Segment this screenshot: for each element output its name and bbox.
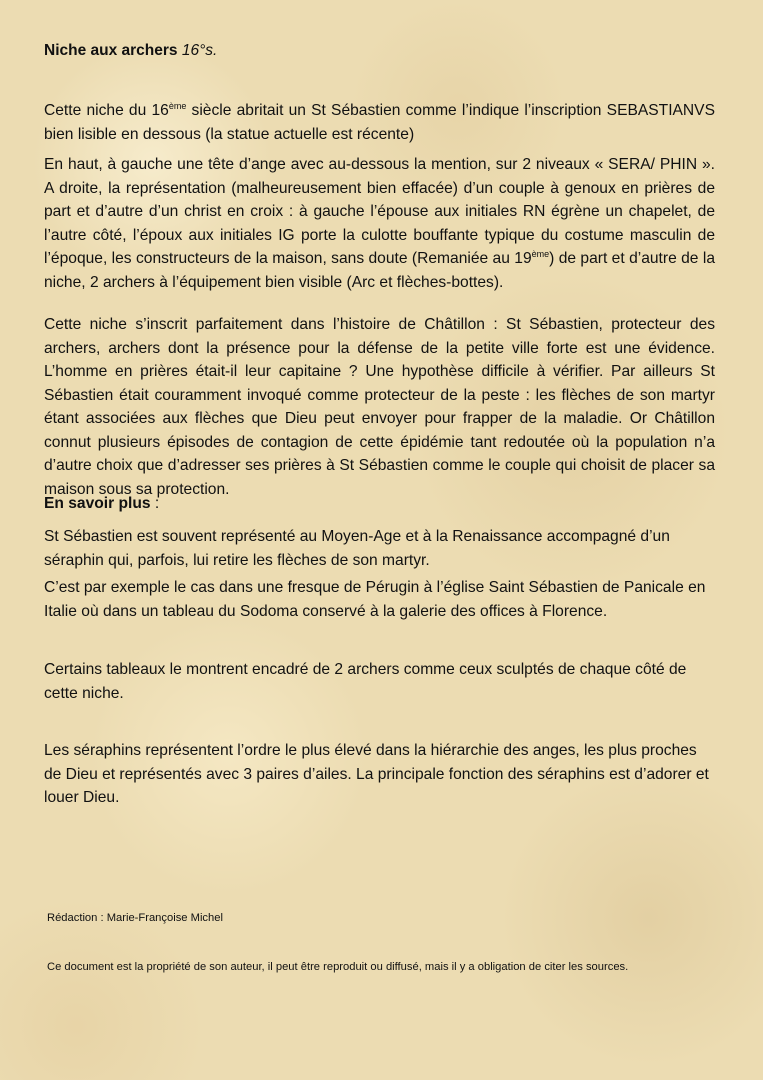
paragraph-intro-text-a: Cette niche du 16 (44, 102, 169, 119)
page-title (44, 42, 217, 60)
more-label: En savoir plus (44, 495, 151, 512)
superscript: ème (168, 101, 187, 111)
paragraph-seraphins: Les séraphins représentent l’ordre le plus élevé dans la hiérarchie des anges, les plus proches de Dieu et représentés avec 3 paires d’ailes. La principale fonction des séraphins est d’adorer et louer Dieu. (44, 742, 709, 806)
paragraph-seraphin: St Sébastien est souvent représenté au Moyen-Age et à la Renaissance accompagné d’un séraphin qui, parfois, lui retire les flèches de son martyr. (44, 528, 670, 569)
paragraph-description-text-b: ) de part et d’autre de la niche, 2 archers à l’équipement bien visible (Arc et flèches-bottes). (44, 250, 715, 291)
paragraph-description (44, 153, 715, 294)
title-main: Niche aux archers (44, 42, 178, 59)
copyright-notice: Ce document est la propriété de son auteur, il peut être reproduit ou diffusé, mais il y a obligation de citer les sources. (47, 961, 629, 973)
title-century: 16°s. (181, 42, 218, 59)
paragraph-archers: Certains tableaux le montrent encadré de 2 archers comme ceux sculptés de chaque côté de cette niche. (44, 661, 687, 702)
paragraph-history: Cette niche s’inscrit parfaitement dans l’histoire de Châtillon : St Sébastien, protecteur des archers, archers dont la présence pour la défense de la petite ville forte est une évidence. L’homme en prières était-il leur capitaine ? Une hypothèse difficile à vérifier. Par ailleurs St Sébastien était couramment invoqué comme protecteur de la peste : les flèches de son martyr étant associées aux flèches que Dieu peut envoyer pour frapper de la maladie. Or Châtillon connut plusieurs épisodes de contagion de cette épidémie tant redoutée où la population n’a d’autre choix que d’adresser ses prières à St Sébastien comme le couple qui choisit de placer sa maison sous sa protection. (44, 316, 715, 498)
paragraph-intro (44, 99, 715, 146)
paragraph-examples: C’est par exemple le cas dans une fresque de Pérugin à l’église Saint Sébastien de Panicale en Italie où dans un tableau du Sodoma conservé à la galerie des offices à Florence. (44, 579, 706, 620)
superscript: ème (531, 249, 550, 259)
redaction-credit: Rédaction : Marie-Françoise Michel (47, 912, 223, 924)
section-heading-more (44, 492, 715, 516)
paragraph-description-text-a: En haut, à gauche une tête d’ange avec au-dessous la mention, sur 2 niveaux « SERA/ PHIN ». A droite, la représentation (malheureusement bien effacée) d’un couple à genoux en prières de part et d’autre d’un christ en croix : à gauche l’épouse aux initiales RN égrène un chapelet, de l’autre côté, l’époux aux initiales IG porte la culotte bouffante typique du costume masculin de l’époque, les constructeurs de la maison, sans doute (Remaniée au 19 (44, 156, 715, 267)
paragraph-intro-text-b: siècle abritait un St Sébastien comme l’indique l’inscription SEBASTIANVS bien lisible en dessous (la statue actuelle est récente) (44, 102, 715, 143)
more-suffix: : (150, 495, 160, 512)
